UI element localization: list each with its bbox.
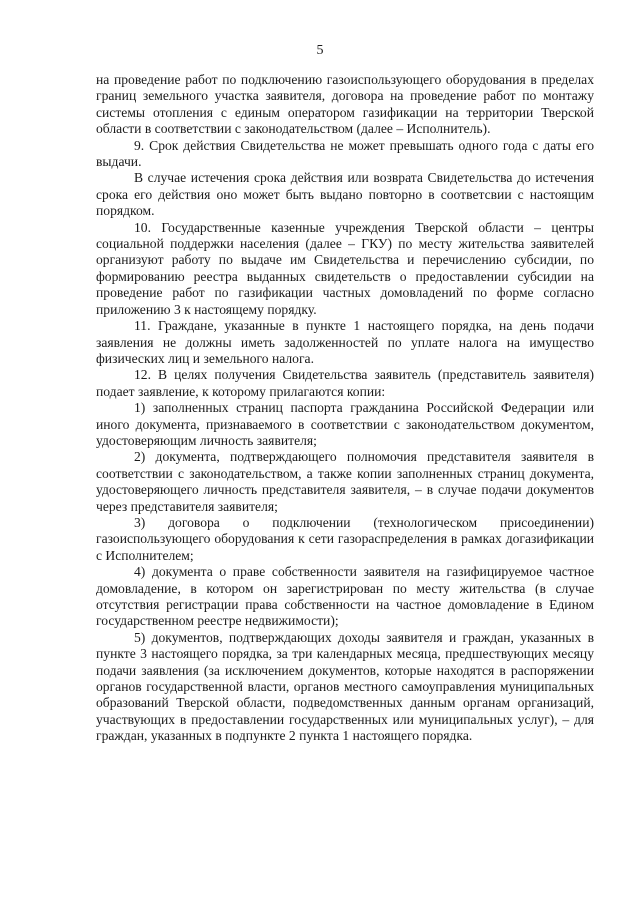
page-number: 5 [316,43,324,58]
list-item-4: 4) документа о праве собственности заявителя на газифицируемое частное домовладение, в котором он зарегистрирован по месту жительства (в случае отсутствия регистрации права собственности на частное домовладение в Едином государственном реестре недвижимости); [96,564,594,629]
list-item-3: 3) договора о подключении (технологическом присоединении) газоиспользующего оборудования к сети газораспределения в рамках догазификации с Исполнителем; [96,514,594,563]
paragraph-expiry-reissue: В случае истечения срока действия или возврата Свидетельства до истечения срока его действия оно может быть выдано повторно в соответсвии с настоящим порядком. [96,170,594,219]
paragraph-item-9: 9. Срок действия Свидетельства не может превышать одного года с даты его выдачи. [96,137,594,170]
list-item-2: 2) документа, подтверждающего полномочия представителя заявителя в соответствии с законодательством, а также копии заполненных страниц документа, удостоверяющего личность представителя заявителя, – в случае подачи документов через представителя заявителя; [96,449,594,514]
paragraph-continuation: на проведение работ по подключению газоиспользующего оборудования в пределах границ земельного участка заявителя, договора на проведение работ по монтажу системы отопления с единым оператором газификации на территории Тверской области в соответствии с законодательством (далее – Исполнитель). [96,72,594,137]
paragraph-item-12: 12. В целях получения Свидетельства заявитель (представитель заявителя) подает заявление, к которому прилагаются копии: [96,367,594,399]
paragraph-item-11: 11. Граждане, указанные в пункте 1 настоящего порядка, на день подачи заявления не должны иметь задолженностей по уплате налога на имущество физических лиц и земельного налога. [96,318,594,366]
list-item-5: 5) документов, подтверждающих доходы заявителя и граждан, указанных в пункте 3 настоящего порядка, за три календарных месяца, предшествующих месяцу подачи заявления (за исключением документов, которые находятся в распоряжении органов государственной власти, органов местного самоуправления муниципальных образований Тверской области, подведомственных данным органам организаций, участвующих в предоставлении государственных или муниципальных услуг), – для граждан, указанных в подпункте 2 пункта 1 настоящего порядка. [96,629,594,744]
paragraph-item-10: 10. Государственные казенные учреждения Тверской области – центры социальной поддержки населения (далее – ГКУ) по месту жительства заявителей организуют работу по выдаче им Свидетельства и перечислению субсидии, по формированию реестра выданных свидетельств о предоставлении субсидии на проведение работ по газификации частных домовладений по форме согласно приложению 3 к настоящему порядку. [96,219,594,317]
list-item-1: 1) заполненных страниц паспорта гражданина Российской Федерации или иного документа, признаваемого в соответствии с законодательством документом, удостоверяющим личность заявителя; [96,400,594,448]
document-body [96,72,594,745]
